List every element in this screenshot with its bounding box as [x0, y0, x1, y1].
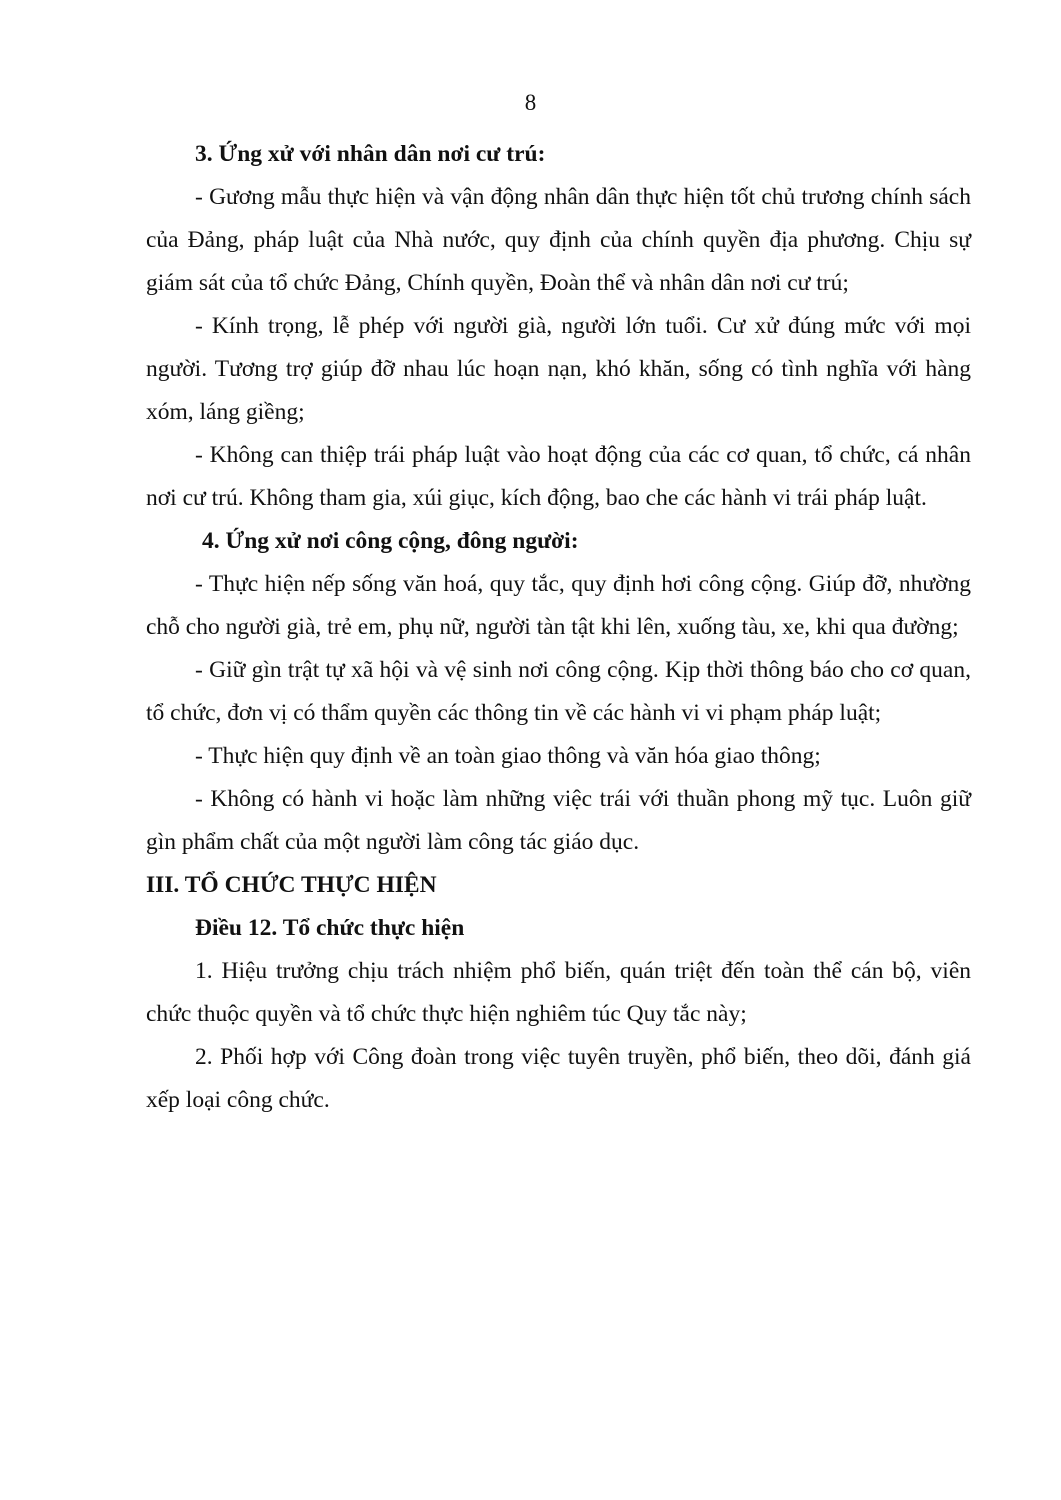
paragraph: - Kính trọng, lễ phép với người già, người lớn tuổi. Cư xử đúng mức với mọi người. Tương trợ giúp đỡ nhau lúc hoạn nạn, khó khăn, sống có tình nghĩa với hàng xóm, láng giềng; [146, 313, 971, 425]
paragraph: - Không có hành vi hoặc làm những việc trái với thuần phong mỹ tục. Luôn giữ gìn phẩm chất của một người làm công tác giáo dục. [146, 786, 971, 855]
paragraph: - Thực hiện nếp sống văn hoá, quy tắc, quy định hơi công cộng. Giúp đỡ, nhường chỗ cho người già, trẻ em, phụ nữ, người tàn tật khi lên, xuống tàu, xe, khi qua đường; [146, 571, 971, 640]
paragraph: - Gương mẫu thực hiện và vận động nhân dân thực hiện tốt chủ trương chính sách của Đảng, pháp luật của Nhà nước, quy định của chính quyền địa phương. Chịu sự giám sát của tổ chức Đảng, Chính quyền, Đoàn thể và nhân dân nơi cư trú; [146, 184, 971, 296]
paragraph: 2. Phối hợp với Công đoàn trong việc tuyên truyền, phổ biến, theo dõi, đánh giá xếp loại công chức. [146, 1044, 971, 1113]
paragraph: - Giữ gìn trật tự xã hội và vệ sinh nơi công cộng. Kịp thời thông báo cho cơ quan, tổ chức, đơn vị có thẩm quyền các thông tin về các hành vi vi phạm pháp luật; [146, 657, 971, 726]
heading-article-12: Điều 12. Tổ chức thực hiện [195, 915, 465, 941]
paragraph: - Không can thiệp trái pháp luật vào hoạt động của các cơ quan, tổ chức, cá nhân nơi cư trú. Không tham gia, xúi giục, kích động, bao che các hành vi trái pháp luật. [146, 442, 971, 511]
heading-part-iii: III. TỔ CHỨC THỰC HIỆN [146, 872, 437, 898]
document-body [146, 133, 971, 1122]
heading-section-3: 3. Ứng xử với nhân dân nơi cư trú: [195, 141, 546, 167]
heading-section-4: 4. Ứng xử nơi công cộng, đông người: [202, 528, 579, 554]
paragraph: 1. Hiệu trưởng chịu trách nhiệm phổ biến, quán triệt đến toàn thể cán bộ, viên chức thuộc quyền và tổ chức thực hiện nghiêm túc Quy tắc này; [146, 958, 971, 1027]
page-number: 8 [524, 90, 537, 115]
paragraph: - Thực hiện quy định về an toàn giao thông và văn hóa giao thông; [195, 743, 821, 769]
